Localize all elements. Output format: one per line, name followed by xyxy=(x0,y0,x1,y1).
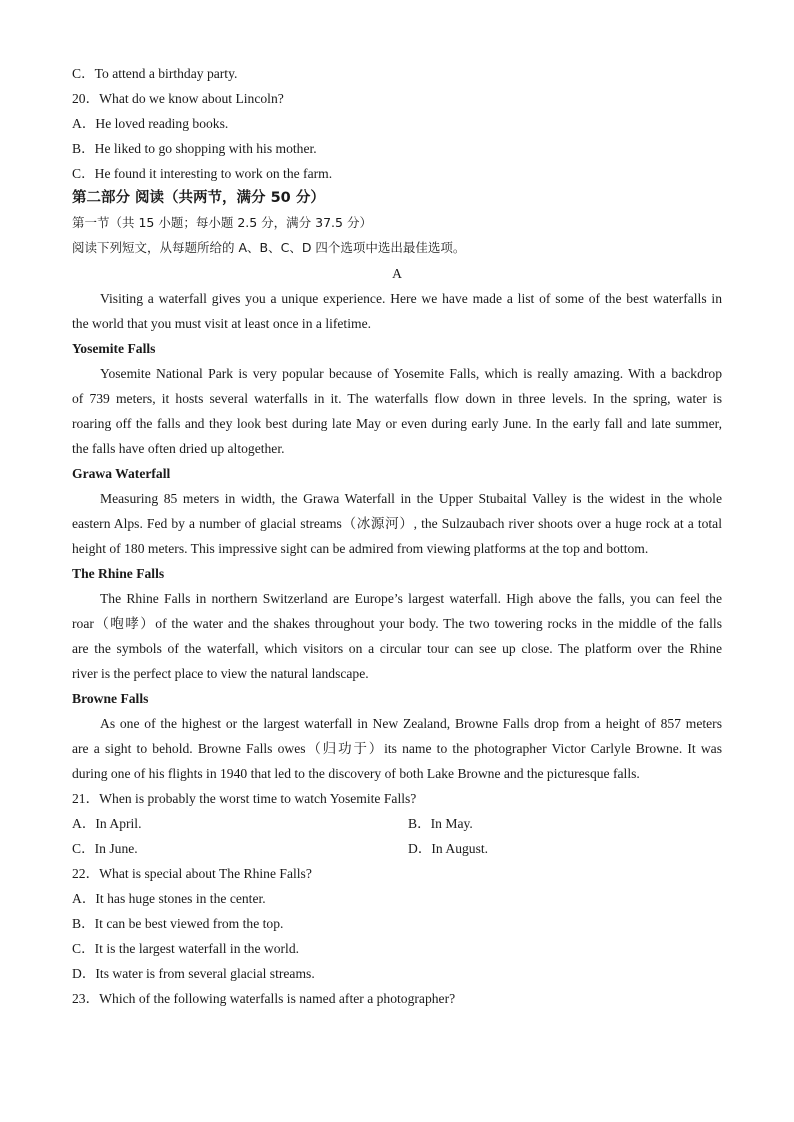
heading-grawa: Grawa Waterfall xyxy=(72,466,171,481)
grawa-line: Measuring 85 meters in width, the Grawa Waterfall in the Upper Stubaital Valley is the widest in the whole xyxy=(100,491,722,506)
q22-option-d: D．Its water is from several glacial streams. xyxy=(72,966,315,981)
browne-line: during one of his flights in 1940 that led to the discovery of both Lake Browne and the picturesque falls. xyxy=(72,766,640,781)
browne-line: are a sight to behold. Browne Falls owes（归功于）its name to the photographer Victor Carlyle Browne. It was xyxy=(72,741,722,756)
q19-option-c: C．To attend a birthday party. xyxy=(72,66,238,81)
browne-line: As one of the highest or the largest waterfall in New Zealand, Browne Falls drop from a height of 857 meters xyxy=(100,716,722,731)
yosemite-line: Yosemite National Park is very popular because of Yosemite Falls, which is really amazing. With a backdrop xyxy=(100,366,722,381)
grawa-line: height of 180 meters. This impressive sight can be admired from viewing platforms at the top and bottom. xyxy=(72,541,649,556)
section-subtitle: 第一节（共 15 小题；每小题 2.5 分，满分 37.5 分） xyxy=(72,215,372,230)
q21-option-c: C．In June. xyxy=(72,841,138,856)
rhine-line: The Rhine Falls in northern Switzerland are Europe’s largest waterfall. High above the falls, you can feel the xyxy=(100,591,722,606)
intro-line: Visiting a waterfall gives you a unique experience. Here we have made a list of some of the best waterfalls in xyxy=(100,291,722,306)
q22-option-b: B．It can be best viewed from the top. xyxy=(72,916,284,931)
q20-stem: 20．What do we know about Lincoln? xyxy=(72,91,284,106)
yosemite-line: the falls have often dried up altogether. xyxy=(72,441,285,456)
q21-option-b: B．In May. xyxy=(408,816,473,831)
q22-stem: 22．What is special about The Rhine Falls? xyxy=(72,866,312,881)
heading-browne: Browne Falls xyxy=(72,691,149,706)
heading-rhine: The Rhine Falls xyxy=(72,566,165,581)
section-instruction: 阅读下列短文，从每题所给的 A、B、C、D 四个选项中选出最佳选项。 xyxy=(72,240,466,255)
q20-option-b: B．He liked to go shopping with his mother. xyxy=(72,141,317,156)
q23-stem: 23．Which of the following waterfalls is named after a photographer? xyxy=(72,991,456,1006)
passage-label: A xyxy=(392,266,402,281)
q20-option-a: A．He loved reading books. xyxy=(72,116,229,131)
q21-option-a: A．In April. xyxy=(72,816,142,831)
q21-stem: 21．When is probably the worst time to watch Yosemite Falls? xyxy=(72,791,417,806)
rhine-line: are the symbols of the waterfall, which visitors on a circular tour can see up close. The platform over the Rhine xyxy=(72,641,722,656)
q22-option-a: A．It has huge stones in the center. xyxy=(72,891,266,906)
heading-yosemite: Yosemite Falls xyxy=(72,341,156,356)
yosemite-line: of 739 meters, it hosts several waterfalls in it. The waterfalls flow down in three levels. In the spring, water is xyxy=(72,391,722,406)
intro-line: the world that you must visit at least once in a lifetime. xyxy=(72,316,371,331)
rhine-line: river is the perfect place to view the natural landscape. xyxy=(72,666,369,681)
q22-option-c: C．It is the largest waterfall in the world. xyxy=(72,941,300,956)
grawa-line: eastern Alps. Fed by a number of glacial streams（冰源河）, the Sulzaubach river shoots over a huge rock at a total xyxy=(72,516,722,531)
q21-option-d: D．In August. xyxy=(408,841,489,856)
q20-option-c: C．He found it interesting to work on the farm. xyxy=(72,166,333,181)
yosemite-line: roaring off the falls and they look best during late May or even during early June. In the early fall and late summer, xyxy=(72,416,722,431)
rhine-line: roar（咆哮）of the water and the shakes throughout your body. The two towering rocks in the middle of the falls xyxy=(72,616,722,631)
section-title: 第二部分 阅读（共两节，满分 50 分） xyxy=(72,190,325,206)
